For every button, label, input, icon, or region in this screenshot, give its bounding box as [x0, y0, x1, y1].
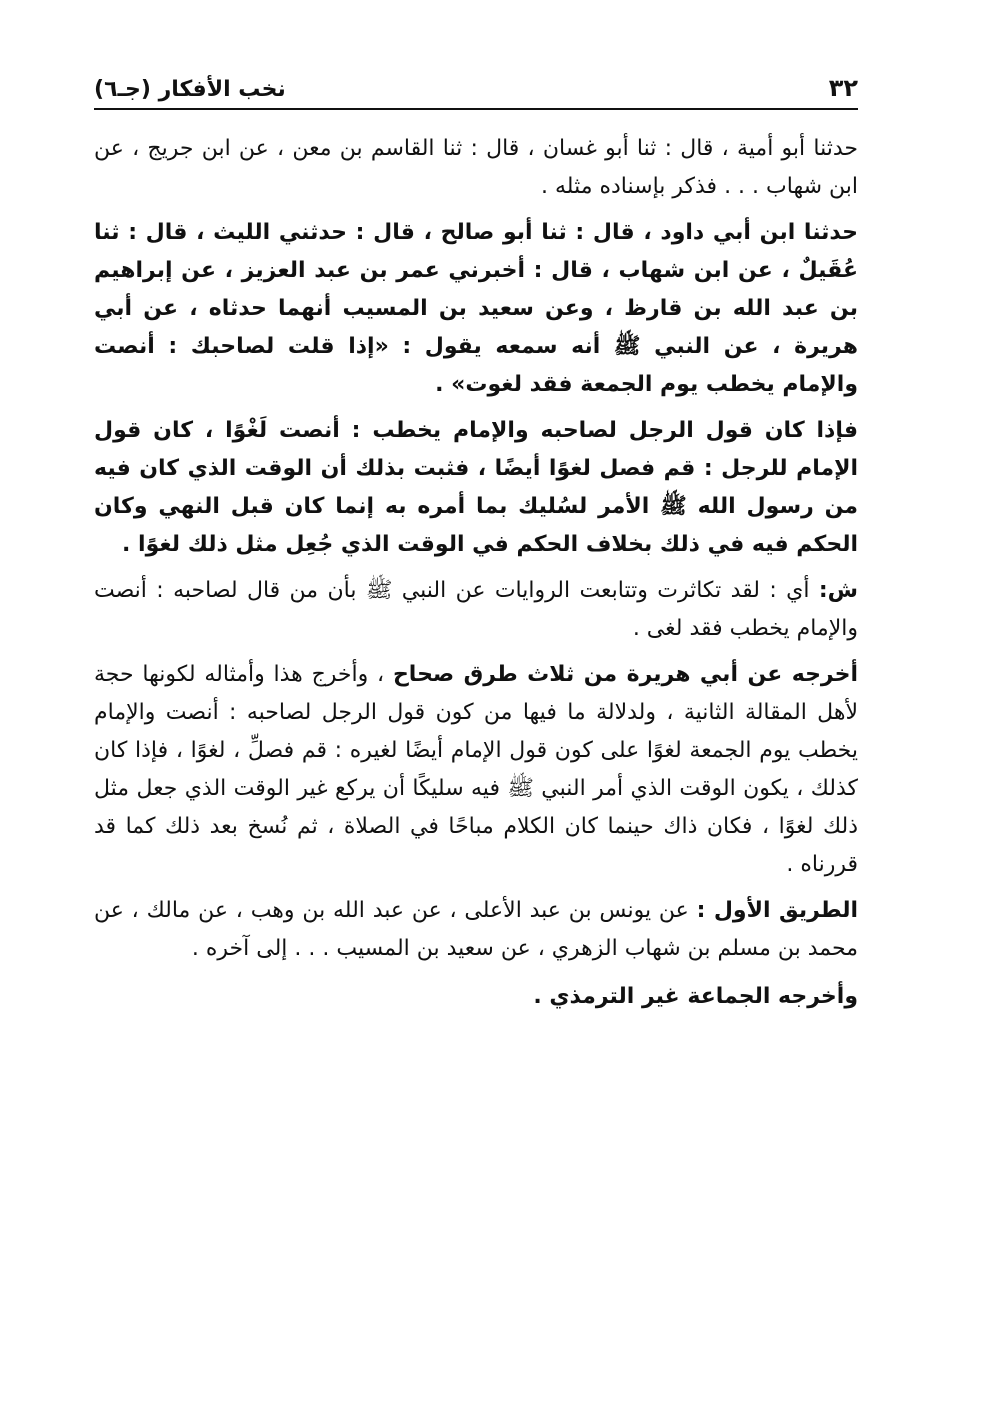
- paragraph-hadith-chain-2: حدثنا ابن أبي داود ، قال : ثنا أبو صالح ، قال : حدثني الليث ، قال : ثنا عُقَيلٌ ، عن ابن شهاب ، قال : أخبرني عمر بن عبد العزيز ، عن إبراهيم بن عبد الله بن قارظ ، وعن سعيد بن المسيب أنهما حدثاه ، عن أبي هريرة ، عن النبي ﷺ أنه سمعه يقول : «إذا قلت لصاحبك : أنصت والإمام يخطب يوم الجمعة فقد لغوت» .: [94, 220, 858, 397]
- paragraph-sharh-explanation: [94, 656, 858, 884]
- sharh-explanation-lead: أخرجه عن أبي هريرة من ثلاث طرق صحاح: [392, 662, 859, 687]
- page-number: ٣٢: [828, 74, 858, 102]
- paragraph-first-route: [94, 892, 858, 968]
- paragraph-tahawi-commentary: فإذا كان قول الرجل لصاحبه والإمام يخطب : أنصت لَغْوًا ، كان قول الإمام للرجل : قم فصل لغوًا أيضًا ، فثبت بذلك أن الوقت الذي كان فيه من رسول الله ﷺ الأمر لسُليك بما أمره به إنما كان قبل النهي وكان الحكم فيه في ذلك بخلاف الحكم في الوقت الذي جُعِل مثل ذلك لغوًا .: [94, 418, 858, 557]
- running-title: نخب الأفكار (جـ٦): [94, 77, 286, 102]
- document-page: [94, 62, 858, 1417]
- paragraph-sharh-intro: [94, 572, 858, 648]
- first-route-heading: الطريق الأول :: [696, 898, 858, 923]
- sharh-text: أي : لقد تكاثرت وتتابعت الروايات عن النبي ﷺ بأن من قال لصاحبه : أنصت والإمام يخطب فقد لغى .: [94, 578, 858, 641]
- sharh-explanation-text: ، وأخرج هذا وأمثاله لكونها حجة لأهل المقالة الثانية ، ولدلالة ما فيها من كون قول الرجل لصاحبه : أنصت والإمام يخطب يوم الجمعة لغوًا على كون قول الإمام أيضًا لغيره : قم فصلِّ ، لغوًا ، فإذا كان كذلك ، يكون الوقت الذي أمر النبي ﷺ فيه سليكًا أن يركع غير الوقت الذي جعل مثل ذلك لغوًا ، فكان ذاك حينما كان الكلام مباحًا في الصلاة ، ثم نُسخ بعد ذلك كما قد قررناه .: [94, 662, 858, 877]
- page-header: [94, 62, 858, 110]
- paragraph-hadith-chain-1: حدثنا أبو أمية ، قال : ثنا أبو غسان ، قال : ثنا القاسم بن معن ، عن ابن جريج ، عن ابن شهاب . . . فذكر بإسناده مثله .: [94, 136, 858, 199]
- page-content: [94, 130, 858, 1016]
- sharh-marker: ش:: [818, 578, 858, 603]
- paragraph-takhrij-note: وأخرجه الجماعة غير الترمذي .: [533, 984, 858, 1009]
- first-route-text: عن يونس بن عبد الأعلى ، عن عبد الله بن وهب ، عن مالك ، عن محمد بن مسلم بن شهاب الزهري ، عن سعيد بن المسيب . . . إلى آخره .: [94, 898, 858, 961]
